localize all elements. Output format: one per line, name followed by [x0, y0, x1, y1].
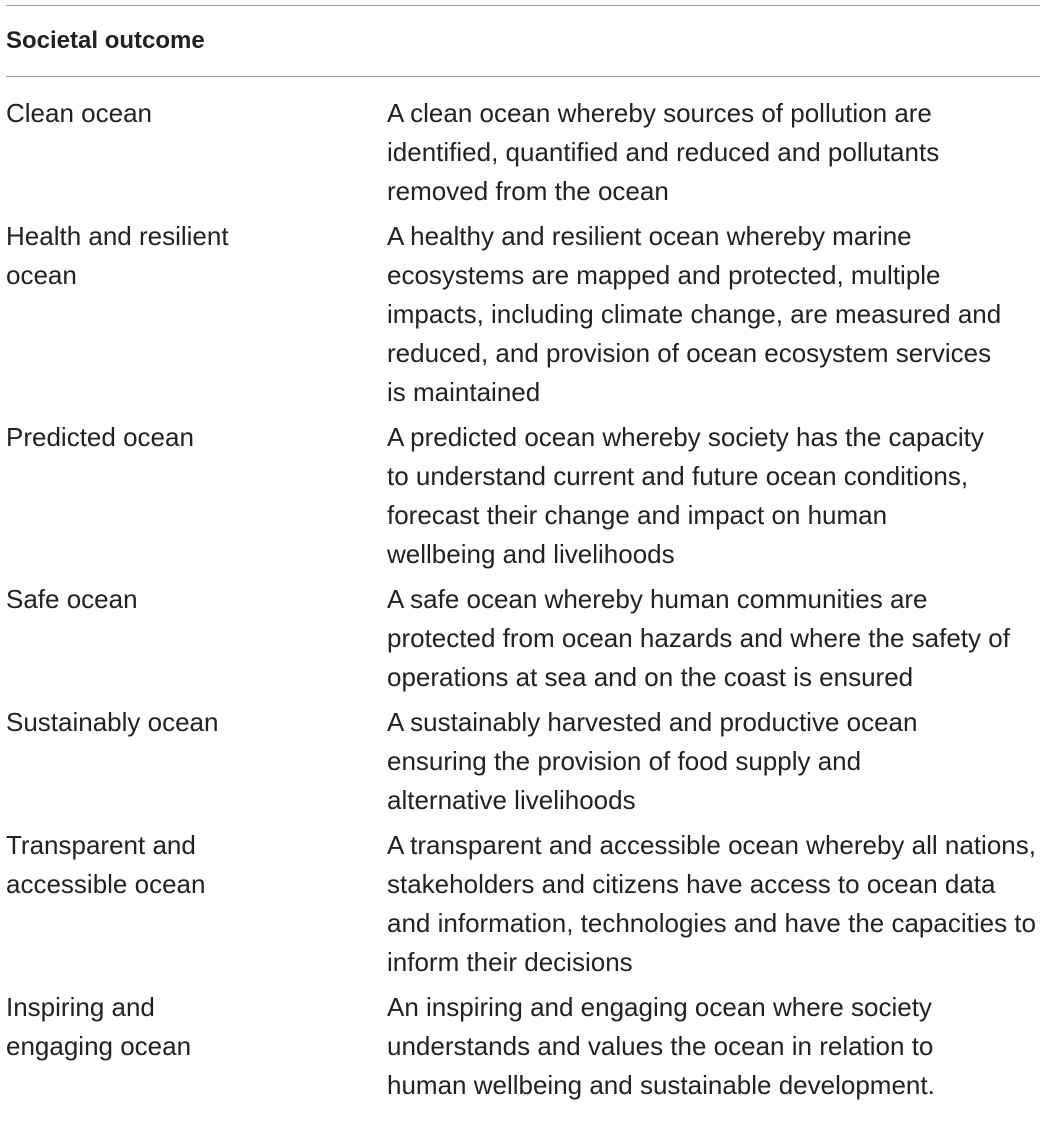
description-cell: A predicted ocean whereby society has the capacity to understand current and future ocean conditions, forecast their change and impact on human wellbeing and livelihoods	[387, 422, 984, 569]
outcome-cell: Predicted ocean	[6, 422, 194, 452]
table-body	[6, 77, 1040, 1105]
table-row	[6, 418, 1040, 574]
outcome-cell: Transparent and accessible ocean	[6, 830, 206, 899]
description-cell: A safe ocean whereby human communities are protected from ocean hazards and where the safety of operations at sea and on the coast is ensured	[387, 584, 1010, 692]
description-cell: A healthy and resilient ocean whereby marine ecosystems are mapped and protected, multiple impacts, including climate change, are measured and reduced, and provision of ocean ecosystem services is maintained	[387, 221, 1002, 407]
table-row	[6, 988, 1040, 1105]
societal-outcomes-table	[6, 5, 1040, 1105]
outcome-cell: Sustainably ocean	[6, 707, 219, 737]
table-row	[6, 703, 1040, 820]
description-cell: A sustainably harvested and productive ocean ensuring the provision of food supply and alternative livelihoods	[387, 707, 918, 815]
table-header-row	[6, 6, 1040, 76]
description-cell: A transparent and accessible ocean whereby all nations, stakeholders and citizens have access to ocean data and information, technologies and have the capacities to inform their decisions	[387, 830, 1036, 977]
outcome-cell: Safe ocean	[6, 584, 138, 614]
table-row	[6, 580, 1040, 697]
description-cell: A clean ocean whereby sources of pollution are identified, quantified and reduced and pollutants removed from the ocean	[387, 98, 940, 206]
outcome-cell: Health and resilient ocean	[6, 221, 229, 290]
description-cell: An inspiring and engaging ocean where society understands and values the ocean in relation to human wellbeing and sustainable development.	[387, 992, 935, 1100]
outcome-cell: Inspiring and engaging ocean	[6, 992, 192, 1061]
table-row	[6, 217, 1040, 412]
outcome-cell: Clean ocean	[6, 98, 152, 128]
table-row	[6, 94, 1040, 211]
header-societal-outcome: Societal outcome	[6, 26, 205, 54]
table-row	[6, 826, 1040, 982]
